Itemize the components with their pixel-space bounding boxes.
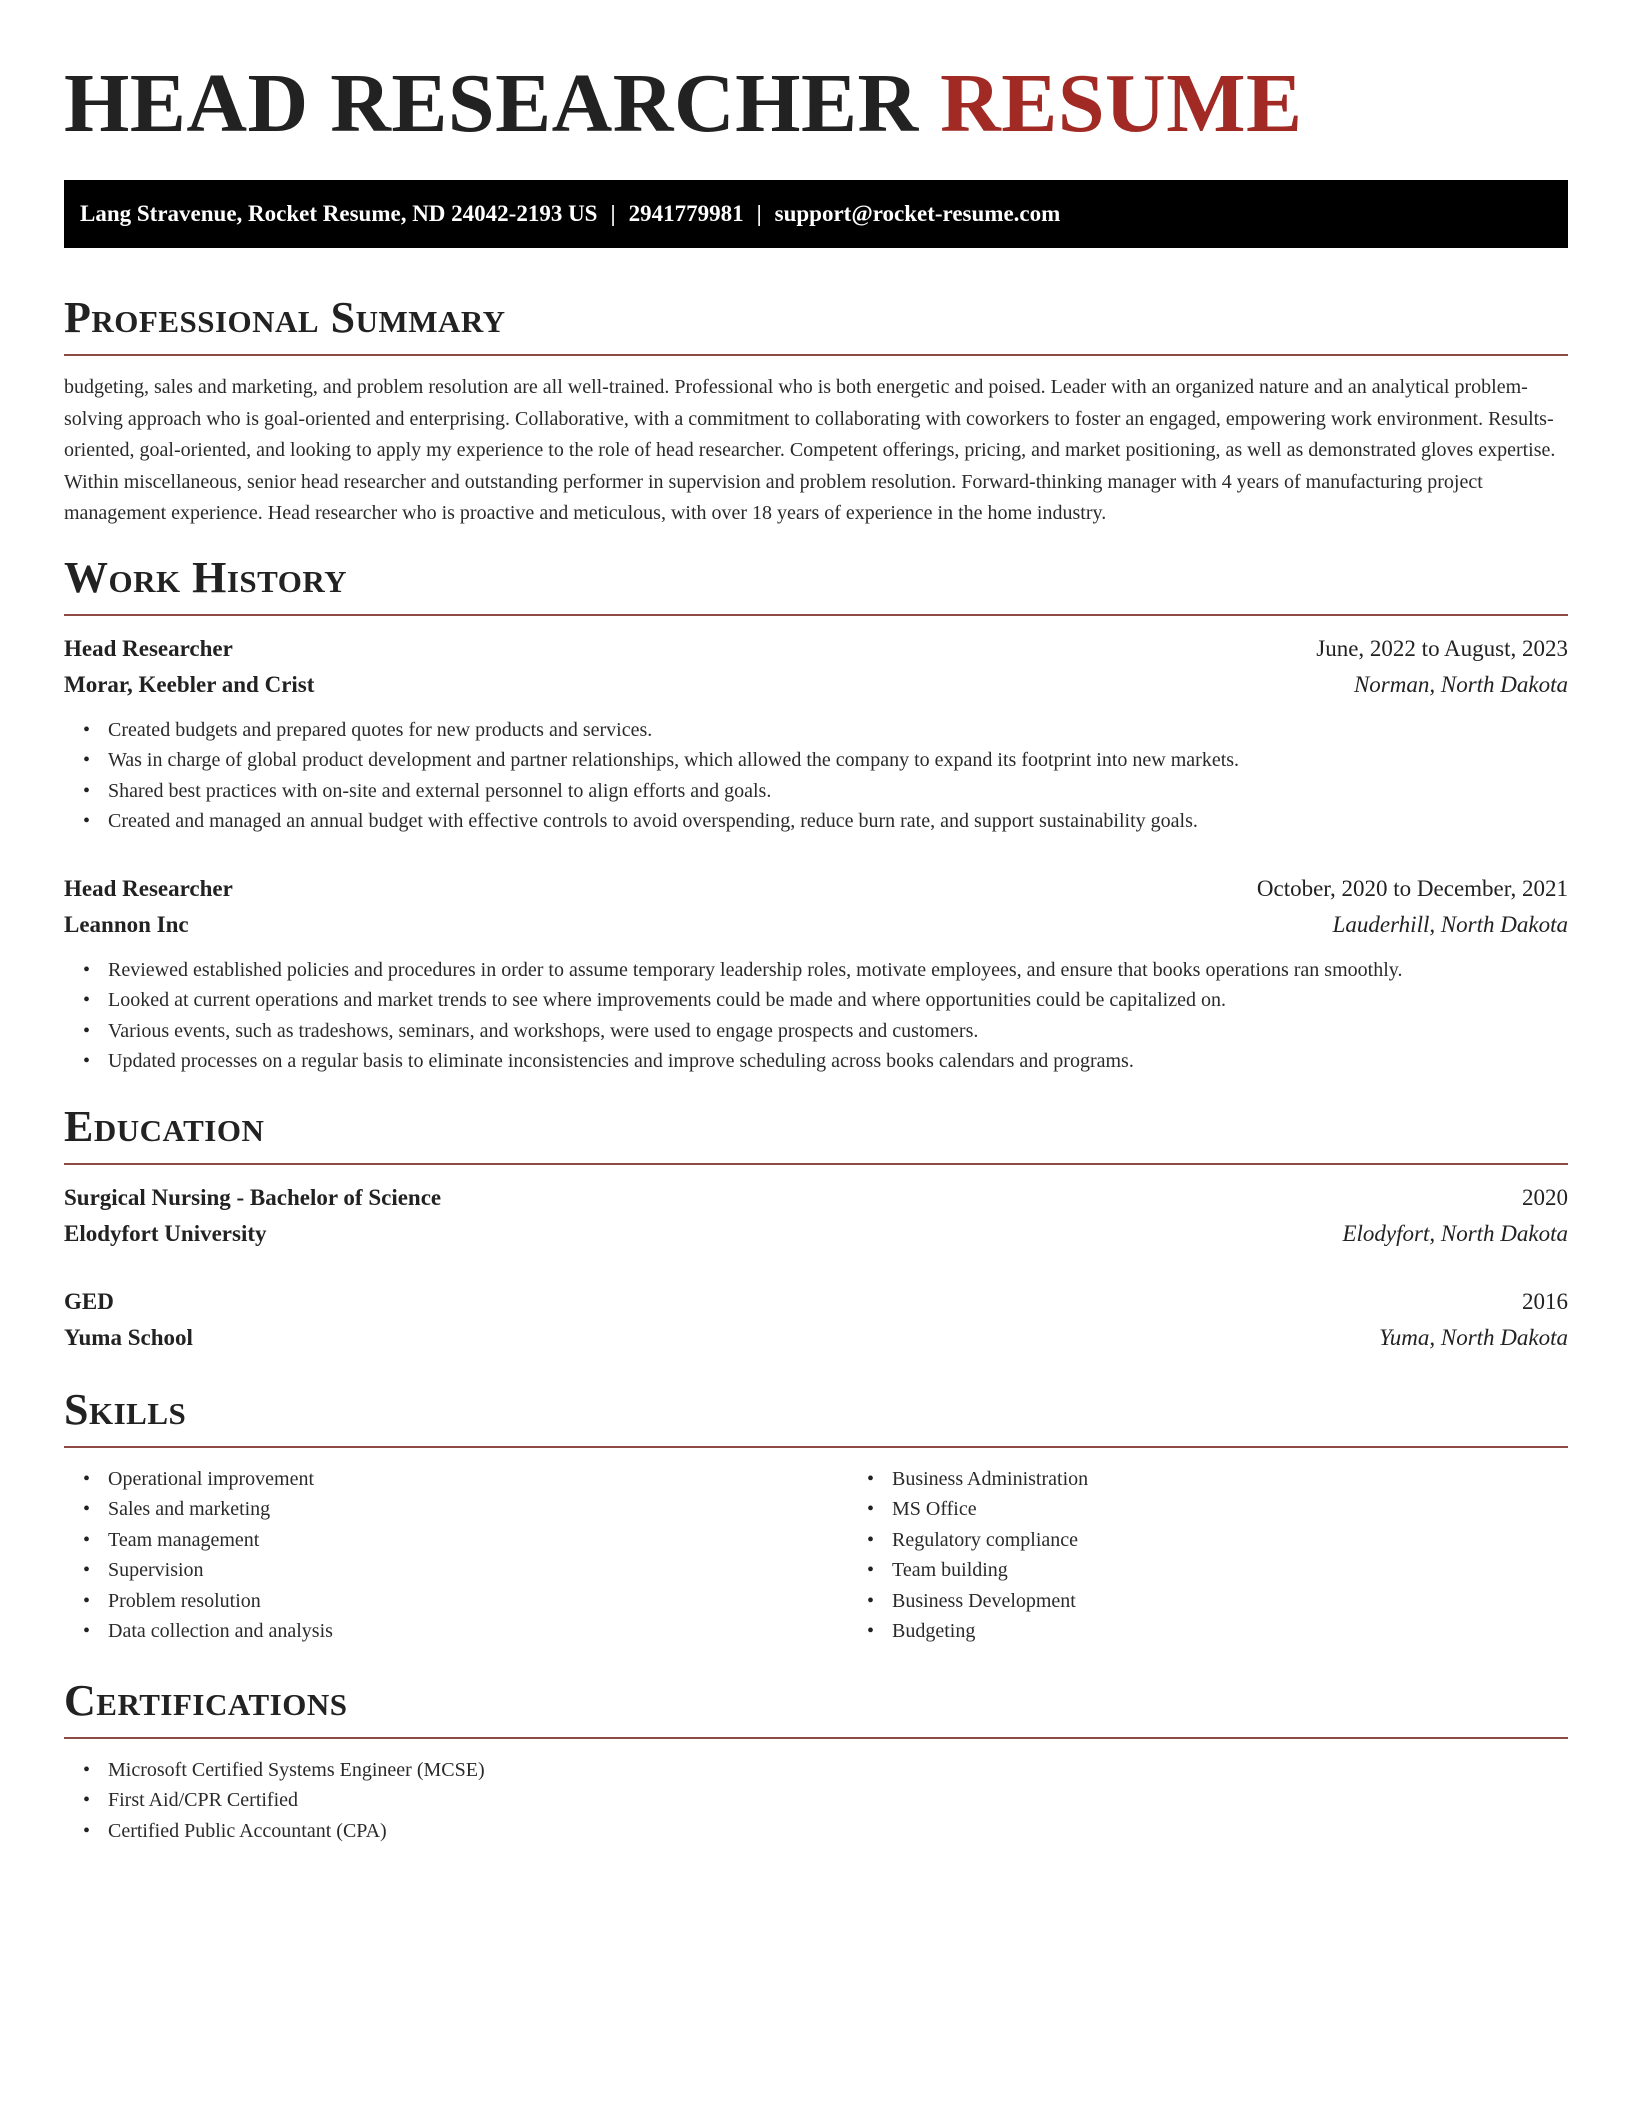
job-bullets [64,955,1568,1077]
job-dates: October, 2020 to December, 2021 [1256,875,1568,901]
skills-list-right [848,1464,1568,1647]
summary-section [64,292,1568,530]
work-history-section [64,552,1568,1077]
job-bullet: • Was in charge of global product development and partner relationships, which allowed the company to expand its footprint into new markets. [108,745,1568,776]
resume-title [64,0,1568,152]
contact-bar [64,180,1568,248]
job-title-row [64,631,1568,667]
school-row [64,1320,1568,1356]
contact-address: Lang Stravenue, Rocket Resume, ND 24042-2193 US [80,201,598,226]
skills-list-left [64,1464,848,1647]
job-bullet: • Reviewed established policies and procedures in order to assume temporary leadership roles, motivate employees, and ensure that books operations ran smoothly. [108,955,1568,986]
contact-separator: | [610,201,616,226]
skills-divider [64,1446,1568,1448]
contact-separator: | [756,201,762,226]
education-divider [64,1163,1568,1165]
degree: GED [64,1288,114,1314]
certification-item: • First Aid/CPR Certified [108,1785,1568,1816]
summary-heading: Professional Summary [64,293,506,342]
certifications-section [64,1675,1568,1847]
education-entry [64,1180,1568,1252]
degree-row [64,1180,1568,1216]
job-title-row [64,871,1568,907]
certifications-heading: Certifications [64,1675,348,1725]
job-bullets [64,715,1568,837]
skill-item: • Data collection and analysis [108,1616,848,1647]
school-location: Elodyfort, North Dakota [1342,1220,1568,1246]
job-entry [64,871,1568,1077]
job-bullet: • Updated processes on a regular basis to eliminate inconsistencies and improve scheduling across books calendars and programs. [108,1046,1568,1077]
skill-item: • Budgeting [892,1616,1568,1647]
title-main: HEAD RESEARCHER [64,57,919,150]
skills-section [64,1384,1568,1647]
job-dates: June, 2022 to August, 2023 [1316,635,1568,661]
job-entry [64,631,1568,837]
school-row [64,1216,1568,1252]
resume-page [64,0,1568,1846]
school: Yuma School [64,1324,193,1350]
certifications-divider [64,1737,1568,1739]
job-location: Lauderhill, North Dakota [1332,911,1568,937]
skill-item: • Problem resolution [108,1586,848,1617]
summary-divider [64,354,1568,356]
school: Elodyfort University [64,1220,267,1246]
title-accent: RESUME [940,57,1303,150]
contact-phone[interactable]: 2941779981 [628,201,744,226]
work-history-heading: Work History [64,552,348,602]
job-bullet: • Looked at current operations and market trends to see where improvements could be made and where opportunities could be capitalized on. [108,985,1568,1016]
job-company-row [64,667,1568,703]
skills-heading: Skills [64,1384,187,1434]
job-title: Head Researcher [64,635,233,661]
skill-item: • Regulatory compliance [892,1525,1568,1556]
skill-item: • Team management [108,1525,848,1556]
job-location: Norman, North Dakota [1353,671,1568,697]
skill-item: • Team building [892,1555,1568,1586]
job-company: Morar, Keebler and Crist [64,671,315,697]
job-bullet: • Created and managed an annual budget with effective controls to avoid overspending, reduce burn rate, and support sustainability goals. [108,806,1568,837]
job-title: Head Researcher [64,875,233,901]
skill-item: • Business Administration [892,1464,1568,1495]
job-company-row [64,907,1568,943]
graduation-year: 2016 [1522,1288,1568,1314]
job-bullet: • Shared best practices with on-site and external personnel to align efforts and goals. [108,776,1568,807]
skill-item: • Business Development [892,1586,1568,1617]
skill-item: • Supervision [108,1555,848,1586]
graduation-year: 2020 [1522,1184,1568,1210]
skill-item: • Sales and marketing [108,1494,848,1525]
skills-grid [64,1464,1568,1647]
school-location: Yuma, North Dakota [1379,1324,1568,1350]
certifications-list [64,1755,1568,1847]
education-heading: Education [64,1101,265,1151]
contact-email[interactable]: support@rocket-resume.com [774,201,1061,226]
certification-item: • Microsoft Certified Systems Engineer (MCSE) [108,1755,1568,1786]
certification-item: • Certified Public Accountant (CPA) [108,1816,1568,1847]
skill-item: • MS Office [892,1494,1568,1525]
degree-row [64,1284,1568,1320]
education-entry [64,1284,1568,1356]
degree: Surgical Nursing - Bachelor of Science [64,1184,442,1210]
work-history-divider [64,614,1568,616]
job-bullet: • Various events, such as tradeshows, seminars, and workshops, were used to engage prospects and customers. [108,1016,1568,1047]
job-company: Leannon Inc [64,911,189,937]
job-bullet: • Created budgets and prepared quotes for new products and services. [108,715,1568,746]
education-section [64,1101,1568,1356]
summary-text: budgeting, sales and marketing, and problem resolution are all well-trained. Professional who is both energetic and poised. Leader with an organized nature and an analytical problem-solving approach who is goal-oriented and enterprising. Collaborative, with a commitment to collaborating with coworkers to foster an engaged, empowering work environment. Results-oriented, goal-oriented, and looking to apply my experience to the role of head researcher. Competent offerings, pricing, and market positioning, as well as demonstrated gloves expertise. Within miscellaneous, senior head researcher and outstanding performer in supervision and problem resolution. Forward-thinking manager with 4 years of manufacturing project management experience. Head researcher who is proactive and meticulous, with over 18 years of experience in the home industry. [64,376,1556,524]
skill-item: • Operational improvement [108,1464,848,1495]
